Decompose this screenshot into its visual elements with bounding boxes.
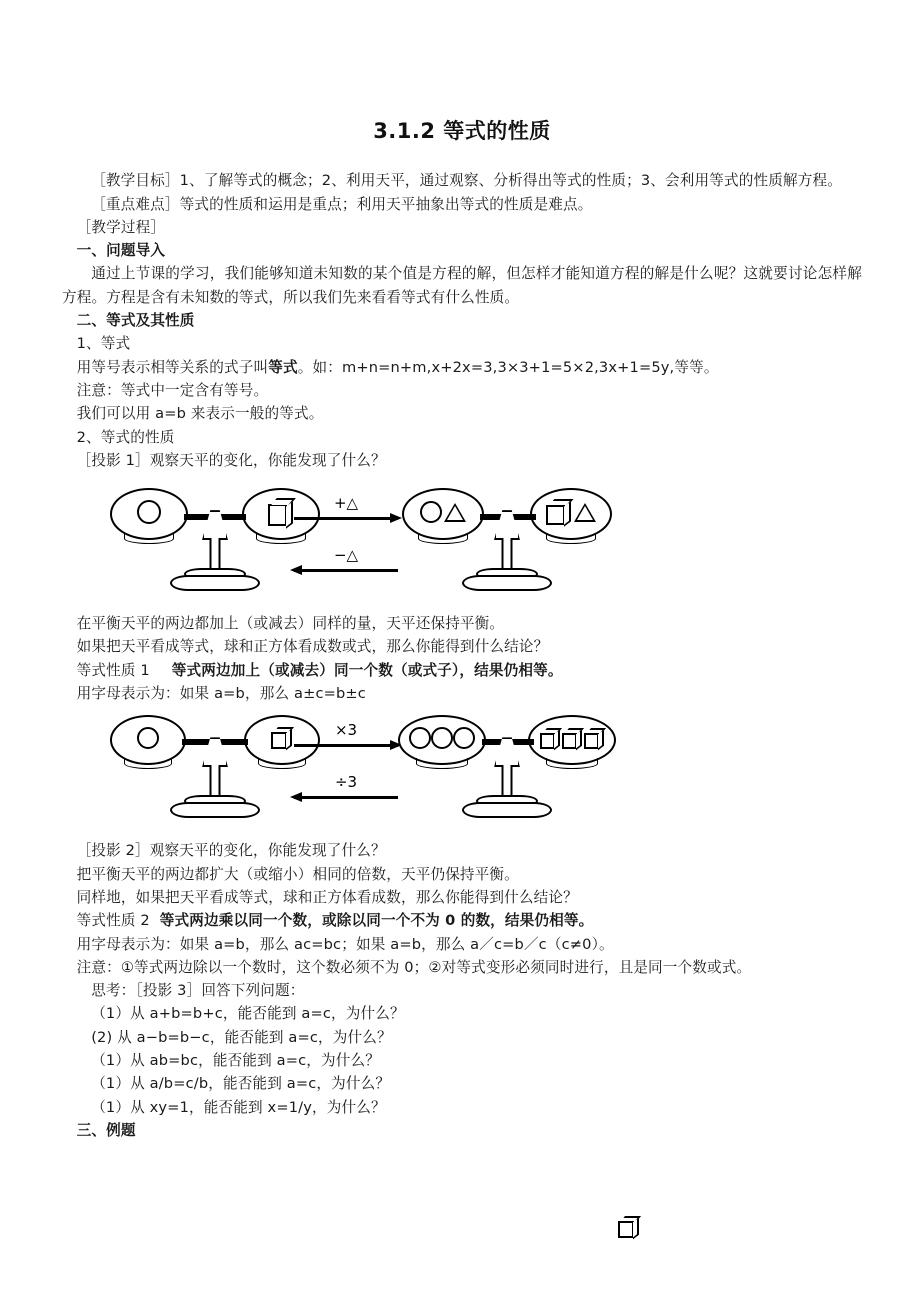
footer-cube-mark [618,1216,640,1242]
property-1-statement: 等式两边加上（或减去）同一个数（或式子），结果仍相等。 [171,661,563,679]
circle-icon [431,727,453,749]
pan-left-contents [409,727,475,749]
equation-definition [62,356,862,379]
pan-right-shadow [546,533,596,544]
figure-1-right-balance [402,488,612,600]
figure-2-arrows [290,721,402,815]
cube-icon [546,499,572,525]
figure-2-back-arrow-label: ÷3 [334,773,358,792]
balance-base-bottom [462,575,552,591]
balance-base-bottom [170,802,260,818]
cube-icon [584,728,605,749]
property-2-line [62,909,862,932]
key-difficulty-paragraph: ［重点难点］等式的性质和运用是重点；利用天平抽象出等式的性质是难点。 [91,195,593,213]
projection-1-prompt: ［投影 1］观察天平的变化，你能发现了什么？ [76,451,386,469]
document-content [62,0,862,1142]
question-4: （1）从 a/b=c/b，能否能到 a=c，为什么？ [91,1075,391,1093]
property-1-label: 等式性质 1 [76,661,150,679]
figure-2-left-balance [110,715,320,827]
property-1-line [62,659,862,682]
balance-base-bottom [462,802,552,818]
pan-left-shadow [416,758,468,769]
teaching-process-heading: ［教学过程］ [76,218,166,236]
cube-icon [562,728,583,749]
balance-figure-2 [62,713,862,831]
figure-2-back-arrow [290,773,402,815]
balance-base-bottom [170,575,260,591]
property-2-letters: 用字母表示为：如果 a=b，那么 ac=bc；如果 a=b，那么 a／c=b／c（c≠0）。 [76,935,614,953]
figure-1-forward-arrow-label: +△ [333,494,359,513]
circle-icon [420,501,442,523]
equation-note: 注意：等式中一定含有等号。 [76,381,269,399]
figure-2-forward-arrow [290,721,402,763]
equation-definition-part-a: 用等号表示相等关系的式子叫 [76,358,269,376]
circle-icon [453,727,475,749]
balance-post [210,538,221,572]
projection-2-prompt: ［投影 2］观察天平的变化，你能发现了什么？ [76,842,386,860]
figure-1-left-balance [110,488,320,600]
balance-post [502,538,513,572]
item-1-heading: 1、等式 [76,335,131,353]
think-prompt: 思考：［投影 3］回答下列问题： [91,982,305,1000]
page-title: 3.1.2 等式的性质 [373,119,551,143]
question-2: (2) 从 a−b=b−c，能否能到 a=c，为什么？ [91,1028,392,1046]
after-figure-1-line-a: 在平衡天平的两边都加上（或减去）同样的量，天平还保持平衡。 [76,615,505,633]
arrow-right-icon [290,740,402,750]
cube-icon [540,728,561,749]
pan-left-contents [137,500,161,524]
property-1-letters: 用字母表示为：如果 a=b，那么 a±c=b±c [76,685,366,703]
equation-definition-part-b: 。如：m+n=n+m,x+2x=3,3×3+1=5×2,3x+1=5y,等等。 [297,358,719,376]
pan-left-contents [137,727,159,749]
triangle-icon [574,503,596,522]
after-figure-2-line-a: 把平衡天平的两边都扩大（或缩小）相同的倍数，天平仍保持平衡。 [76,865,519,883]
question-5: （1）从 xy=1，能否能到 x=1/y，为什么？ [91,1098,386,1116]
equation-general-form: 我们可以用 a=b 来表示一般的等式。 [76,405,324,423]
pan-left-shadow [124,533,174,544]
pan-left-shadow [418,533,468,544]
pan-right-contents [546,499,596,525]
section-1-body: 通过上节课的学习，我们能够知道未知数的某个值是方程的解，但怎样才能知道方程的解是什么呢？这就要讨论怎样解方程。方程是含有未知数的等式，所以我们先来看看等式有什么性质。 [62,265,862,306]
figure-2-forward-arrow-label: ×3 [334,721,358,740]
item-2-heading: 2、等式的性质 [76,428,175,446]
figure-1-arrows [290,494,402,588]
property-2-statement: 等式两边乘以同一个数，或除以同一个不为 0 的数，结果仍相等。 [159,912,594,930]
pan-right-contents [540,728,605,749]
circle-icon [409,727,431,749]
figure-2-right-balance [398,715,616,827]
after-figure-2-line-b: 同样地，如果把天平看成等式，球和正方体看成数，那么你能得到什么结论？ [76,888,578,906]
teaching-goal-paragraph: ［教学目标］1、了解等式的概念；2、利用天平，通过观察、分析得出等式的性质；3、会利用等式的性质解方程。 [91,172,842,190]
figure-1-forward-arrow [290,494,402,536]
arrow-left-icon [290,792,402,802]
figure-1-back-arrow [290,546,402,588]
figure-1-back-arrow-label: −△ [333,546,359,565]
equation-definition-term: 等式 [268,358,298,376]
triangle-icon [444,503,466,522]
question-1: （1）从 a+b=b+c，能否能到 a=c，为什么？ [91,1005,405,1023]
cube-icon [618,1216,640,1238]
after-figure-1-line-b: 如果把天平看成等式，球和正方体看成数或式，那么你能得到什么结论？ [76,638,549,656]
property-2-label: 等式性质 2 [76,912,150,930]
balance-post [210,765,221,799]
section-3-heading: 三、例题 [76,1121,136,1139]
pan-left-contents [420,501,466,523]
pan-left-shadow [124,758,172,769]
circle-icon [137,500,161,524]
section-1-heading: 一、问题导入 [76,242,166,260]
balance-post [502,765,513,799]
property-2-note: 注意：①等式两边除以一个数时，这个数必须不为 0；②对等式变形必须同时进行，且是同一个数或式。 [76,958,752,976]
circle-icon [137,727,159,749]
arrow-right-icon [290,513,402,523]
balance-figure-1 [62,486,862,604]
pan-right-shadow [546,758,598,769]
section-2-heading: 二、等式及其性质 [76,312,195,330]
question-3: （1）从 ab=bc，能否能到 a=c，为什么？ [91,1052,380,1070]
arrow-left-icon [290,565,402,575]
